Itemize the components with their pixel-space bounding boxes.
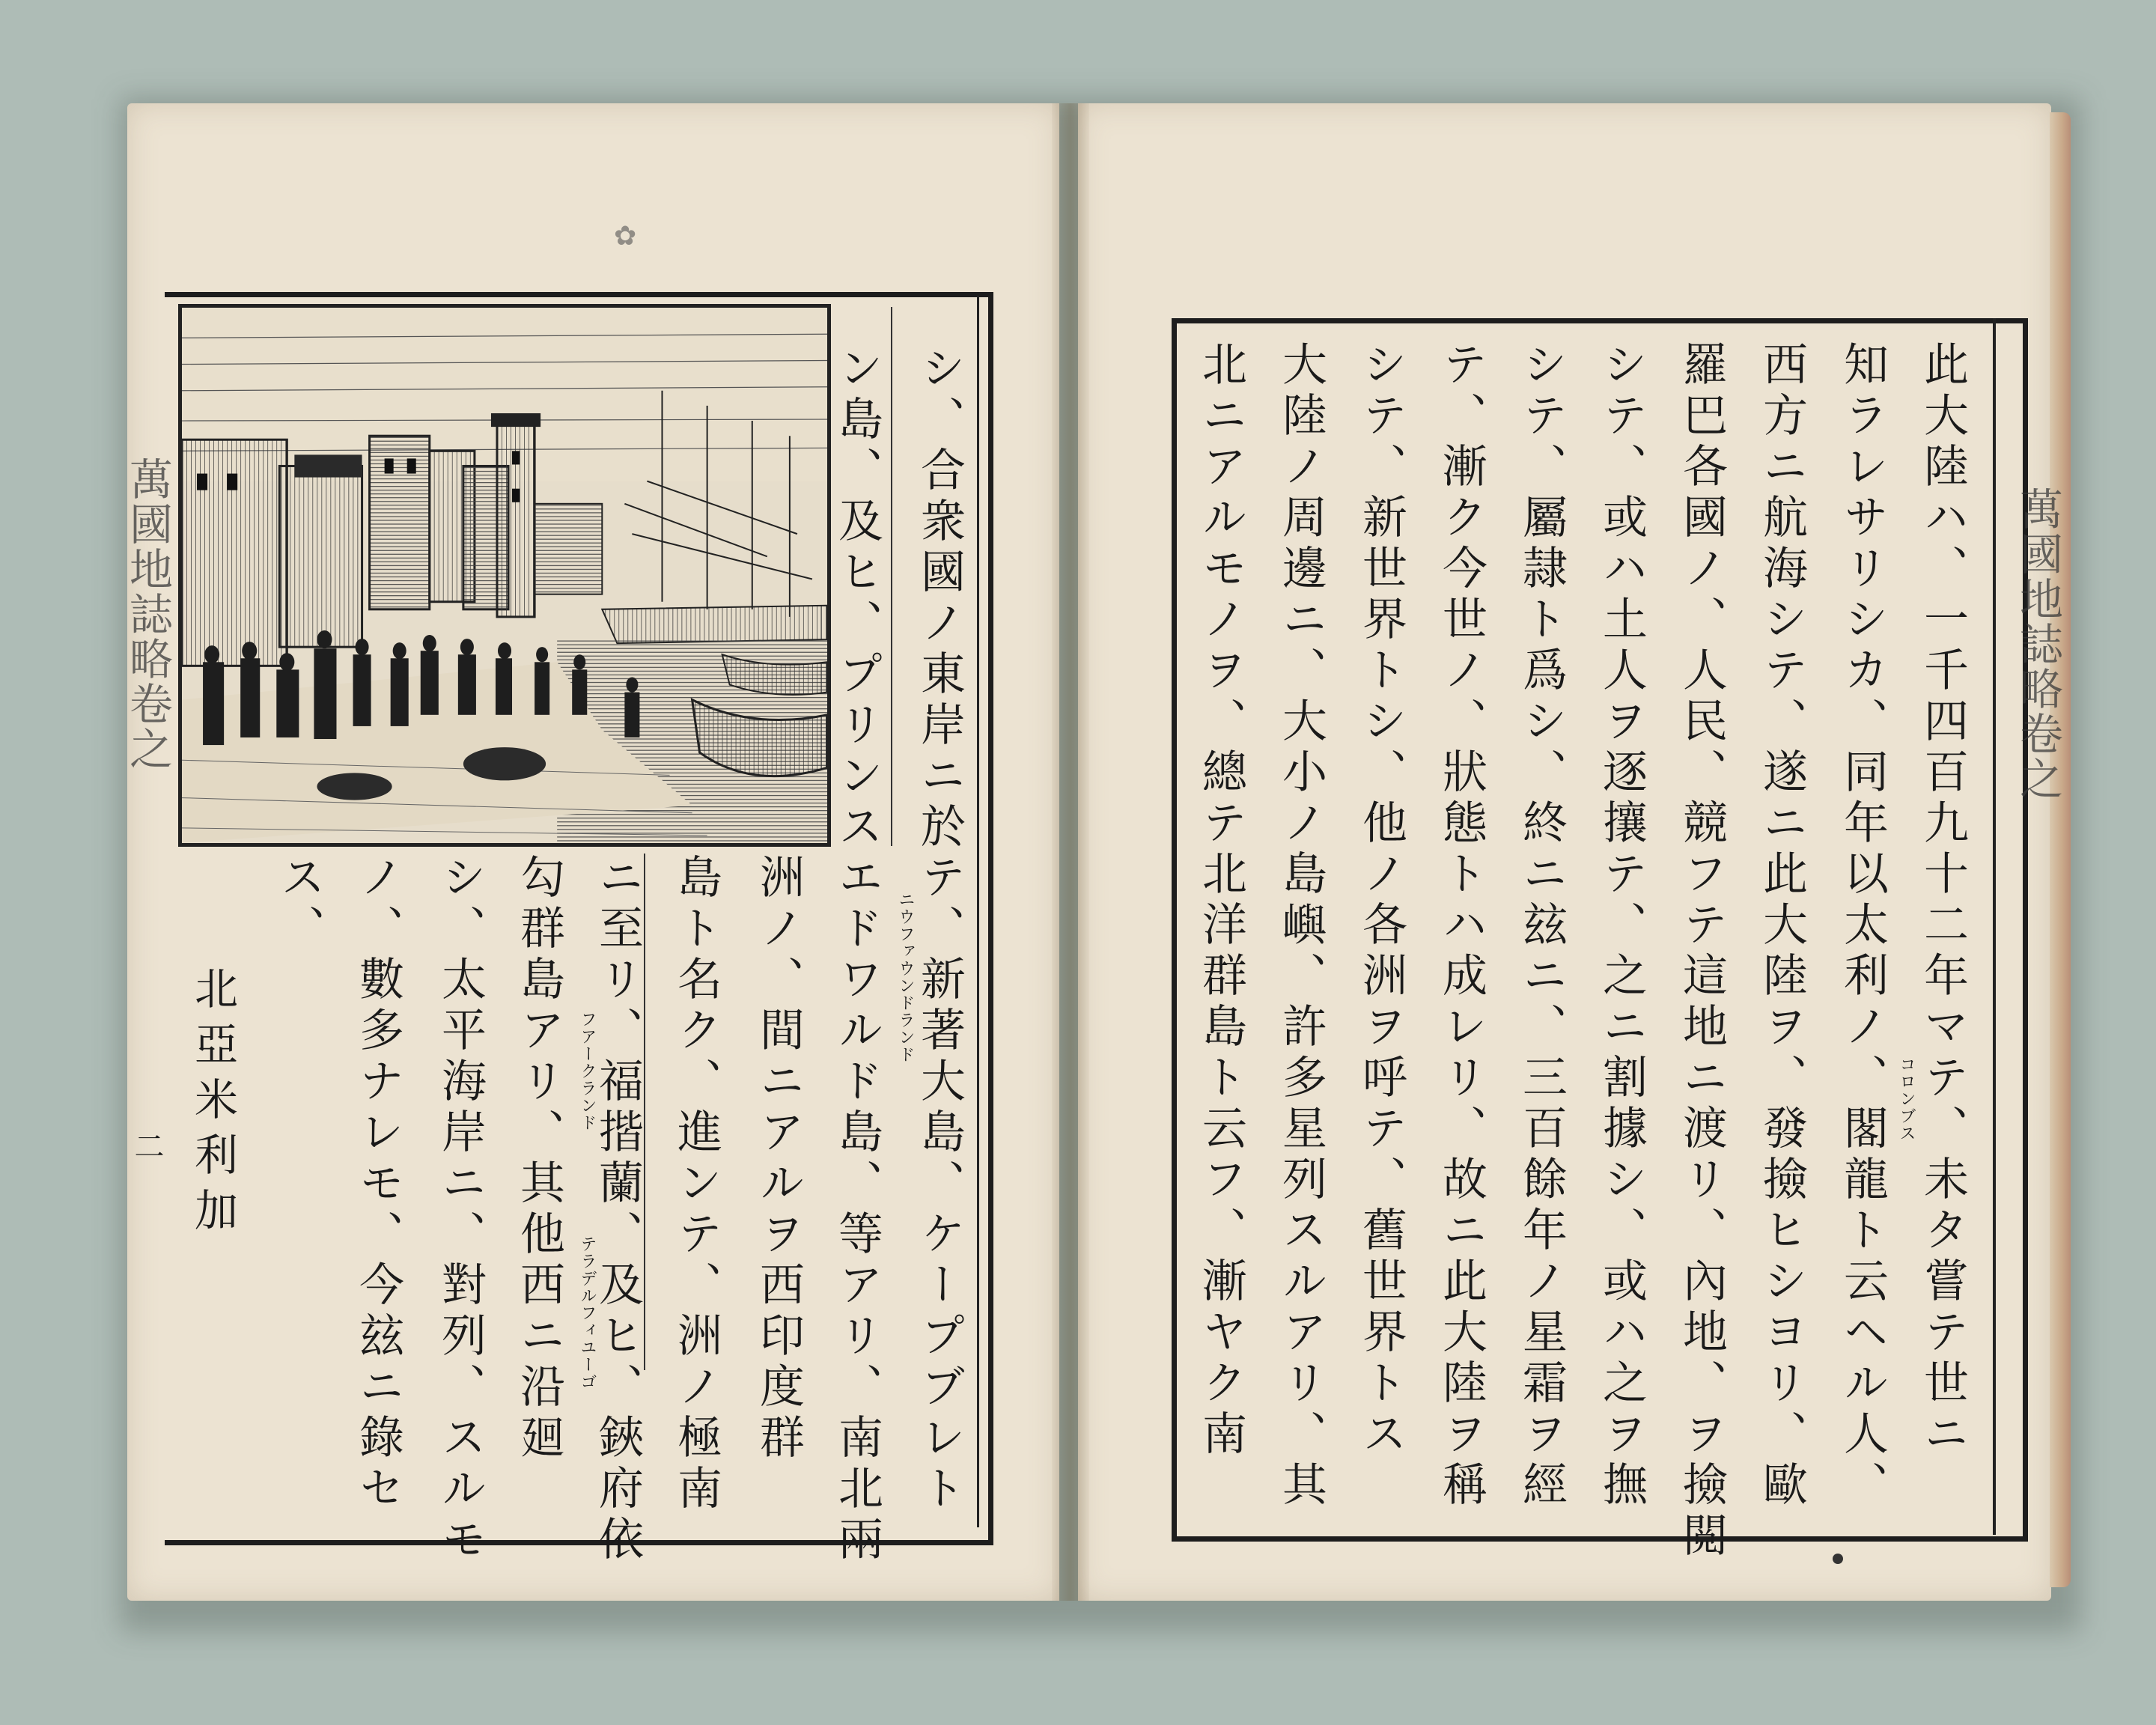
furigana-columbus: コロンブス — [1897, 1056, 1916, 1142]
right-text-column-9: 大陸ノ周邊ニ、大小ノ島嶼、許多星列スルアリ、其 — [1275, 341, 1327, 1512]
column-rule — [644, 854, 645, 1370]
left-text-column-4: 島ト名ク、進ンテ、洲ノ極南 — [670, 854, 722, 1515]
left-text-column-9: ス、 — [273, 854, 326, 955]
left-text-column-5: ニ至リ、福揩蘭、及ヒ、鋏府依 — [591, 854, 644, 1566]
right-margin-title: 萬國地誌略卷之 — [2012, 487, 2063, 801]
column-rule — [891, 307, 892, 846]
ink-spot — [1833, 1554, 1843, 1564]
harbor-woodcut-illustration — [178, 304, 831, 847]
right-text-column-7: テ、漸ク今世ノ、狀態トハ成レリ、故ニ此大陸ヲ稱 — [1435, 341, 1487, 1512]
left-text-column-1: シ、合衆國ノ東岸ニ於テ、新著大島、ケープブレト — [913, 344, 966, 1515]
left-text-column-7: シ、太平海岸ニ、對列、スルモ — [434, 854, 487, 1566]
right-text-column-2: 知ラレサリシカ、同年以太利ノ、閣龍ト云ヘル人、 — [1836, 341, 1889, 1512]
right-page-ruling — [1993, 318, 1996, 1535]
furigana-falkland: フアークランド — [578, 1011, 597, 1131]
woodcut-svg — [182, 308, 827, 843]
book-gutter — [1052, 103, 1089, 1601]
page-edge — [2050, 112, 2071, 1587]
left-page-ruling — [977, 296, 979, 1527]
left-text-column-6: 勾群島アリ、其他西ニ沿廻 — [513, 854, 565, 1464]
left-page-number: 二 — [130, 1131, 164, 1166]
furigana-newfoundland: ニウファウンドランド — [896, 891, 915, 1063]
right-text-column-1: 此大陸ハ、一千四百九十二年マテ、未タ嘗テ世ニ — [1916, 341, 1969, 1461]
right-text-column-6: シテ、屬隷ト爲シ、終ニ玆ニ、三百餘年ノ星霜ヲ經 — [1515, 341, 1568, 1512]
right-text-column-3: 西方ニ航海シテ、遂ニ此大陸ヲ、發撿ヒシヨリ、歐 — [1755, 341, 1808, 1512]
furigana-tierra-del-fuego: テラデルフィユーゴ — [578, 1235, 597, 1390]
faint-seal: ✿ — [614, 221, 637, 252]
section-heading-north-america: 北亞米利加 — [187, 966, 238, 1243]
right-text-column-4: 羅巴各國ノ、人民、競フテ這地ニ渡リ、內地、ヲ撿閲 — [1675, 341, 1728, 1563]
right-text-column-8: シテ、新世界トシ、他ノ各洲ヲ呼テ、舊世界トス — [1355, 341, 1407, 1461]
left-margin-title: 萬國地誌略卷之 — [122, 457, 173, 771]
left-text-column-2: ン島、及ヒ、プリンスエドワルド島、等アリ、南北兩 — [831, 344, 883, 1566]
left-text-column-3: 洲ノ、間ニアルヲ西印度群 — [752, 854, 805, 1464]
right-text-column-5: シテ、或ハ土人ヲ逐攘テ、之ニ割據シ、或ハ之ヲ撫 — [1595, 341, 1648, 1512]
left-text-column-8: ノ、數多ナレモ、今玆ニ錄セ — [352, 854, 404, 1515]
right-text-column-10: 北ニアルモノヲ、總テ北洋群島ト云フ、漸ヤク南 — [1195, 341, 1247, 1461]
